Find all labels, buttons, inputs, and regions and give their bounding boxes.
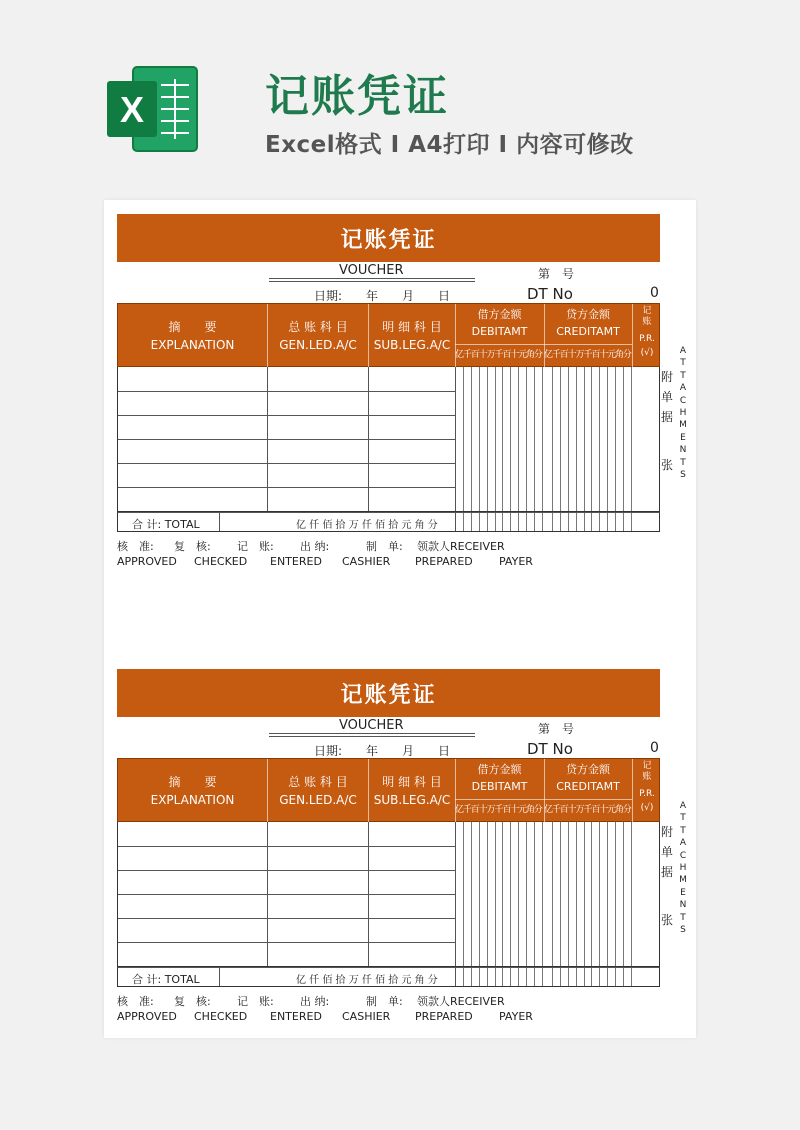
col-posted: 记账 P.R. (√) bbox=[639, 306, 655, 358]
voucher-form bbox=[104, 669, 696, 1049]
sign-label-cn: 领款人RECEIVER bbox=[417, 995, 505, 1008]
entries-table bbox=[117, 367, 660, 512]
digit-label: 千 bbox=[494, 805, 504, 815]
digit-label: 千 bbox=[551, 350, 561, 360]
col-sub-ledger: 明 细 科 目 SUB.LEG.A/C bbox=[373, 775, 451, 807]
sign-label-en: CHECKED bbox=[194, 555, 248, 568]
sign-label-en: PAYER bbox=[499, 555, 533, 568]
sign-label-en: ENTERED bbox=[270, 1010, 322, 1023]
digit-label: 百 bbox=[559, 805, 569, 815]
total-label: 合 计: TOTAL bbox=[132, 518, 200, 531]
table-row[interactable] bbox=[118, 894, 455, 918]
table-header bbox=[117, 758, 660, 822]
col-explanation: 摘 要 EXPLANATION bbox=[150, 775, 235, 807]
sign-label-cn: 记 账: bbox=[237, 995, 274, 1008]
date-field[interactable]: 日期: 年 月 日 bbox=[314, 289, 451, 303]
digit-label: 分 bbox=[622, 805, 632, 815]
debit-digits bbox=[455, 347, 542, 360]
total-label: 合 计: TOTAL bbox=[132, 973, 200, 986]
voucher-number-label[interactable]: 第 号 bbox=[538, 267, 575, 281]
table-row[interactable] bbox=[118, 463, 455, 487]
digit-label: 千 bbox=[551, 805, 561, 815]
digit-label: 千 bbox=[462, 350, 472, 360]
sign-label-cn: 出 纳: bbox=[300, 995, 330, 1008]
sign-label-cn: 记 账: bbox=[237, 540, 274, 553]
col-credit: 贷方金额 CREDITAMT bbox=[556, 308, 620, 338]
sign-label-cn: 领款人RECEIVER bbox=[417, 540, 505, 553]
digit-label: 十 bbox=[599, 805, 609, 815]
title-underline bbox=[269, 733, 475, 737]
sign-label-cn: 制 单: bbox=[366, 540, 403, 553]
table-header bbox=[117, 303, 660, 367]
digit-label: 亿 bbox=[455, 805, 465, 815]
attachment-label-cn: 附 bbox=[661, 370, 674, 384]
sign-label-en: ENTERED bbox=[270, 555, 322, 568]
date-field[interactable]: 日期: 年 月 日 bbox=[314, 744, 451, 758]
digit-label: 分 bbox=[533, 350, 543, 360]
sign-label-cn: 出 纳: bbox=[300, 540, 330, 553]
sign-label-en: CASHIER bbox=[342, 555, 391, 568]
attachment-label-cn: 据 bbox=[661, 410, 674, 424]
col-gen-ledger: 总 账 科 目 GEN.LED.A/C bbox=[279, 320, 357, 352]
digit-label: 十 bbox=[567, 350, 577, 360]
digit-label: 元 bbox=[518, 350, 528, 360]
sign-label-cn: 复 核: bbox=[174, 995, 211, 1008]
attachment-label-en: A T T A C H M E N T S bbox=[679, 801, 687, 936]
dt-no-label: DT No bbox=[527, 285, 573, 303]
digit-label: 元 bbox=[518, 805, 528, 815]
digit-label: 百 bbox=[591, 350, 601, 360]
attachment-label-cn: 单 bbox=[661, 845, 674, 859]
digit-label: 元 bbox=[607, 350, 617, 360]
attachment-label-cn: 张 bbox=[661, 913, 674, 927]
digit-label: 万 bbox=[575, 805, 585, 815]
debit-digits bbox=[455, 802, 542, 815]
total-row bbox=[117, 512, 660, 532]
digit-label: 十 bbox=[510, 805, 520, 815]
col-explanation: 摘 要 EXPLANATION bbox=[150, 320, 235, 352]
digit-label: 百 bbox=[470, 350, 480, 360]
table-row[interactable] bbox=[118, 918, 455, 942]
table-row[interactable] bbox=[118, 846, 455, 870]
sign-label-cn: 制 单: bbox=[366, 995, 403, 1008]
entries-table bbox=[117, 822, 660, 967]
col-posted: 记账 P.R. (√) bbox=[639, 761, 655, 813]
voucher-number-label[interactable]: 第 号 bbox=[538, 722, 575, 736]
digit-label: 百 bbox=[559, 350, 569, 360]
sign-label-en: PREPARED bbox=[415, 555, 473, 568]
page-subtitle: Excel格式 I A4打印 I 内容可修改 bbox=[265, 132, 634, 158]
digit-label: 元 bbox=[607, 805, 617, 815]
total-row bbox=[117, 967, 660, 987]
attachment-label-en: A T T A C H M E N T S bbox=[679, 346, 687, 481]
voucher-form bbox=[104, 214, 696, 594]
col-debit: 借方金额 DEBITAMT bbox=[471, 763, 528, 793]
table-row[interactable] bbox=[118, 822, 455, 846]
voucher-en-title: VOUCHER bbox=[339, 718, 404, 733]
attachment-label-cn: 附 bbox=[661, 825, 674, 839]
digit-label: 十 bbox=[567, 805, 577, 815]
sign-label-en: APPROVED bbox=[117, 555, 177, 568]
col-sub-ledger: 明 细 科 目 SUB.LEG.A/C bbox=[373, 320, 451, 352]
sign-label-en: CHECKED bbox=[194, 1010, 248, 1023]
digit-label: 角 bbox=[526, 805, 536, 815]
sign-label-cn: 核 准: bbox=[117, 540, 154, 553]
digit-label: 百 bbox=[591, 805, 601, 815]
table-row[interactable] bbox=[118, 367, 455, 391]
digit-label: 亿 bbox=[544, 350, 554, 360]
digit-label: 千 bbox=[462, 805, 472, 815]
digit-label: 百 bbox=[470, 805, 480, 815]
digit-label: 十 bbox=[599, 350, 609, 360]
digit-label: 角 bbox=[526, 350, 536, 360]
digit-label: 亿 bbox=[455, 350, 465, 360]
voucher-banner: 记账凭证 bbox=[117, 669, 660, 717]
attachment-label-cn: 单 bbox=[661, 390, 674, 404]
svg-text:X: X bbox=[119, 89, 145, 130]
digit-label: 角 bbox=[615, 350, 625, 360]
digit-label: 角 bbox=[615, 805, 625, 815]
digit-label: 万 bbox=[575, 350, 585, 360]
document-paper bbox=[104, 200, 696, 1038]
voucher-banner: 记账凭证 bbox=[117, 214, 660, 262]
sign-label-en: CASHIER bbox=[342, 1010, 391, 1023]
sign-label-en: PAYER bbox=[499, 1010, 533, 1023]
table-row[interactable] bbox=[118, 439, 455, 463]
digit-label: 百 bbox=[502, 805, 512, 815]
table-row[interactable] bbox=[118, 415, 455, 439]
digit-label: 千 bbox=[494, 350, 504, 360]
digit-label: 万 bbox=[486, 805, 496, 815]
col-gen-ledger: 总 账 科 目 GEN.LED.A/C bbox=[279, 775, 357, 807]
digit-label: 百 bbox=[502, 350, 512, 360]
digit-label: 十 bbox=[478, 350, 488, 360]
digit-label: 十 bbox=[510, 350, 520, 360]
digit-label: 千 bbox=[583, 805, 593, 815]
sign-label-cn: 核 准: bbox=[117, 995, 154, 1008]
dt-no-value[interactable]: 0 bbox=[650, 285, 659, 301]
excel-logo-icon bbox=[103, 59, 203, 159]
digit-label: 万 bbox=[486, 350, 496, 360]
table-row[interactable] bbox=[118, 487, 455, 511]
sign-label-en: PREPARED bbox=[415, 1010, 473, 1023]
table-row[interactable] bbox=[118, 391, 455, 415]
col-credit: 贷方金额 CREDITAMT bbox=[556, 763, 620, 793]
sign-label-cn: 复 核: bbox=[174, 540, 211, 553]
digit-label: 分 bbox=[622, 350, 632, 360]
col-debit: 借方金额 DEBITAMT bbox=[471, 308, 528, 338]
total-units: 亿 仟 佰 拾 万 仟 佰 拾 元 角 分 bbox=[296, 520, 438, 531]
total-units: 亿 仟 佰 拾 万 仟 佰 拾 元 角 分 bbox=[296, 975, 438, 986]
page-title: 记账凭证 bbox=[265, 71, 449, 122]
dt-no-value[interactable]: 0 bbox=[650, 740, 659, 756]
voucher-en-title: VOUCHER bbox=[339, 263, 404, 278]
digit-label: 亿 bbox=[544, 805, 554, 815]
table-row[interactable] bbox=[118, 942, 455, 966]
digit-label: 千 bbox=[583, 350, 593, 360]
credit-digits bbox=[544, 347, 631, 360]
sign-label-en: APPROVED bbox=[117, 1010, 177, 1023]
title-underline bbox=[269, 278, 475, 282]
dt-no-label: DT No bbox=[527, 740, 573, 758]
digit-label: 分 bbox=[533, 805, 543, 815]
attachment-label-cn: 据 bbox=[661, 865, 674, 879]
attachment-label-cn: 张 bbox=[661, 458, 674, 472]
table-row[interactable] bbox=[118, 870, 455, 894]
digit-label: 十 bbox=[478, 805, 488, 815]
credit-digits bbox=[544, 802, 631, 815]
